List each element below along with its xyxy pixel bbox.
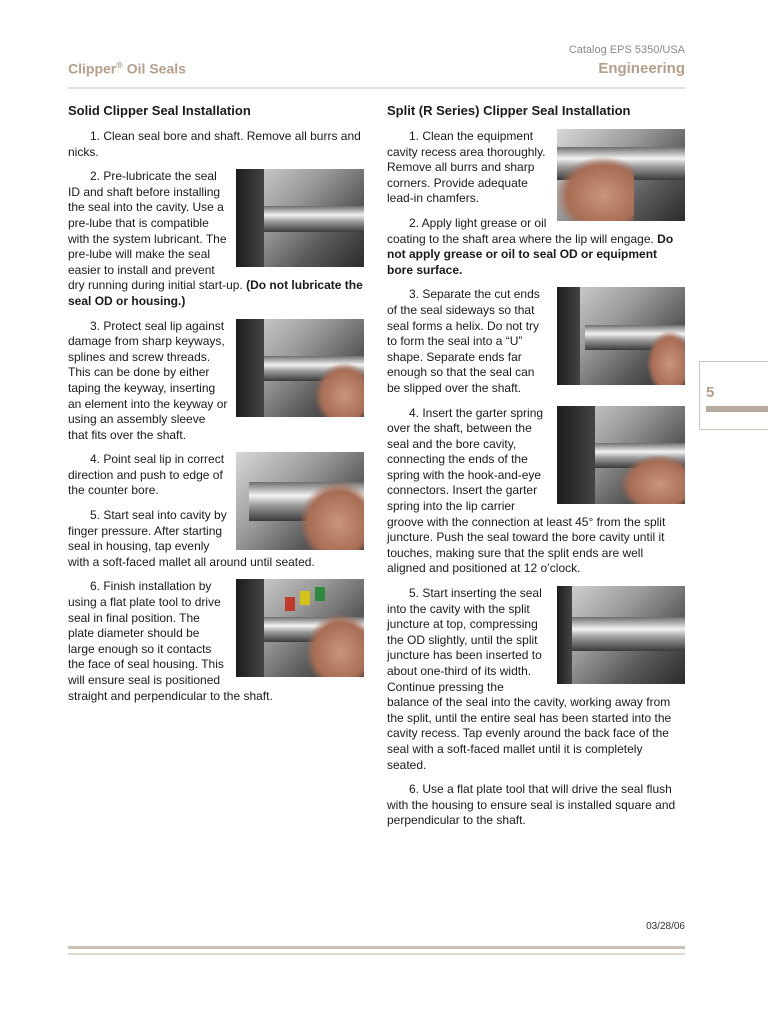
left-step-1: 1. Clean seal bore and shaft. Remove all burrs and nicks. bbox=[68, 129, 361, 159]
left-column bbox=[68, 100, 364, 713]
brand-suffix: Oil Seals bbox=[122, 60, 186, 77]
right-step-2: 2. Apply light grease or oil coating to the shaft area where the lip will engage. Do not apply grease or oil to seal OD or equipment bore surface. bbox=[387, 215, 674, 277]
left-step-5: 5. Start seal into cavity by finger pressure. After starting seal in housing, tap evenly with a soft-faced mallet all around until seated. bbox=[68, 508, 315, 569]
photo-protect-lip bbox=[236, 319, 364, 417]
right-step-4: 4. Insert the garter spring over the shaft, between the seal and the bore cavity, connecting the ends of the spring with the hook-and-eye connectors. Insert the garter spring into the lip carrier groove with the connection at least 45° from the split juncture. Push the seal toward the bore cavity until it touches, making sure that the split ends are well aligned and positioned at 12 o’clock. bbox=[387, 405, 666, 576]
brand-name: Clipper bbox=[68, 60, 117, 77]
catalog-number: Catalog EPS 5350/USA bbox=[568, 44, 685, 56]
right-step-6: 6. Use a flat plate tool that will drive the seal flush with the housing to ensure seal is installed square and perpendicular to the shaft. bbox=[387, 782, 676, 828]
photo-clean-cavity bbox=[557, 129, 685, 221]
right-step-5: 5. Start inserting the seal into the cavity with the split juncture at top, compressing the OD slightly, until the split juncture has been inserted to about one-third of its width. Continue pressing the balance of the seal into the cavity, working away from the split, until the entire seal has been started into the cavity recess. Tap evenly around the back face of the seal with a soft-faced mallet until it is completely seated. bbox=[387, 586, 672, 772]
photo-garter-spring bbox=[557, 406, 685, 504]
left-step-2: 2. Pre-lubricate the seal ID and shaft before installing the seal into the cavity. Use a pre-lube that is compatible with the system lubricant. The pre-lube will make the seal easier to install and prevent dry running during initial start-up. (Do not lubricate the seal OD or housing.) bbox=[68, 169, 363, 308]
left-heading: Solid Clipper Seal Installation bbox=[68, 103, 251, 118]
footer-rule bbox=[68, 946, 685, 949]
left-step-4: 4. Point seal lip in correct direction and push to edge of the counter bore. bbox=[68, 452, 225, 498]
photo-push-seal bbox=[236, 452, 364, 550]
photo-flat-plate-tool bbox=[236, 579, 364, 677]
photo-insert-split-seal bbox=[557, 586, 685, 684]
photo-helix-seal bbox=[557, 287, 685, 385]
section-title: Engineering bbox=[598, 60, 685, 77]
left-step-6: 6. Finish installation by using a flat plate tool to drive seal in final position. The plate diameter should be large enough so it contacts the face of seal housing. This will ensure seal is positioned straight and perpendicular to the shaft. bbox=[68, 579, 273, 703]
right-step-1: 1. Clean the equipment cavity recess area thoroughly. Remove all burrs and sharp corners. Provide adequate lead-in chamfers. bbox=[387, 129, 546, 206]
right-step-3: 3. Separate the cut ends of the seal sideways so that seal forms a helix. Do not try to form the seal into a “U” shape. Separate ends far enough so that the seal can be slipped over the shaft. bbox=[387, 287, 540, 395]
right-heading: Split (R Series) Clipper Seal Installation bbox=[387, 103, 631, 118]
chapter-tab-bar bbox=[706, 406, 768, 412]
chapter-tab[interactable] bbox=[699, 361, 768, 430]
left-step-3: 3. Protect seal lip against damage from sharp keyways, splines and screw threads. This can be done by either taping the keyway, inserting an element into the keyway or using an assembly sleeve that fits over the shaft. bbox=[68, 318, 228, 442]
brand-title bbox=[68, 60, 186, 77]
photo-prelube-shaft bbox=[236, 169, 364, 267]
footer-date: 03/28/06 bbox=[646, 921, 685, 932]
footer-rule-thin bbox=[68, 953, 685, 955]
registered-mark: ® bbox=[116, 60, 123, 70]
right-column bbox=[387, 100, 685, 838]
chapter-number: 5 bbox=[706, 384, 715, 401]
header-rule bbox=[68, 87, 685, 89]
